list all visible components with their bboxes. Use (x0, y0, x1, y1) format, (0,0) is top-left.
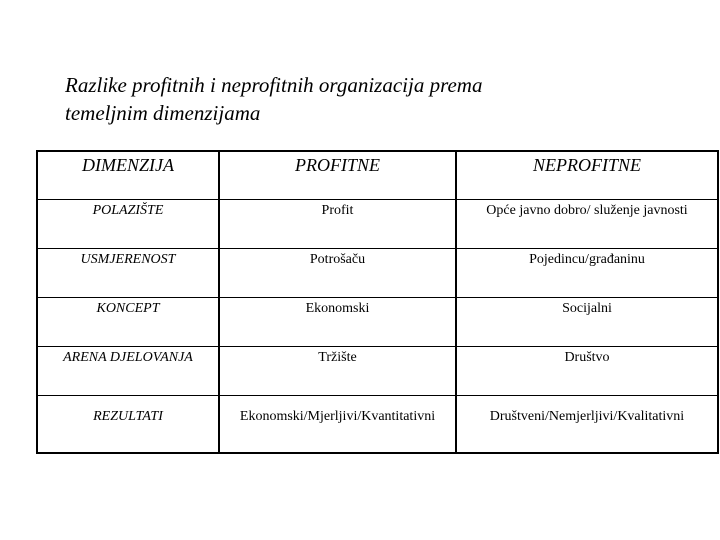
table-row (37, 298, 718, 347)
row-profitne-cell: Tržište (219, 347, 456, 396)
table-row (37, 249, 718, 298)
row-dimension-cell: REZULTATI (37, 396, 219, 454)
table-header-row (37, 151, 718, 200)
table-row (37, 396, 718, 454)
row-neprofitne-cell: Društvo (456, 347, 718, 396)
header-neprofitne: NEPROFITNE (456, 151, 718, 200)
row-dimension-cell: ARENA DJELOVANJA (37, 347, 219, 396)
row-dimension-cell: USMJERENOST (37, 249, 219, 298)
table-row (37, 200, 718, 249)
title-line-2: temeljnim dimenzijama (65, 101, 261, 125)
row-neprofitne-cell: Društveni/Nemjerljivi/Kvalitativni (456, 396, 718, 454)
row-profitne-cell: Profit (219, 200, 456, 249)
header-profitne: PROFITNE (219, 151, 456, 200)
row-profitne-cell: Ekonomski/Mjerljivi/Kvantitativni (219, 396, 456, 454)
title-line-1: Razlike profitnih i neprofitnih organizacija prema (65, 73, 483, 97)
page-title (65, 71, 625, 127)
row-dimension-cell: POLAZIŠTE (37, 200, 219, 249)
row-neprofitne-cell: Socijalni (456, 298, 718, 347)
row-profitne-cell: Potrošaču (219, 249, 456, 298)
header-dimenzija: DIMENZIJA (37, 151, 219, 200)
row-neprofitne-cell: Pojedincu/građaninu (456, 249, 718, 298)
row-profitne-cell: Ekonomski (219, 298, 456, 347)
row-dimension-cell: KONCEPT (37, 298, 219, 347)
comparison-table (36, 150, 719, 454)
row-neprofitne-cell: Opće javno dobro/ služenje javnosti (456, 200, 718, 249)
table-row (37, 347, 718, 396)
